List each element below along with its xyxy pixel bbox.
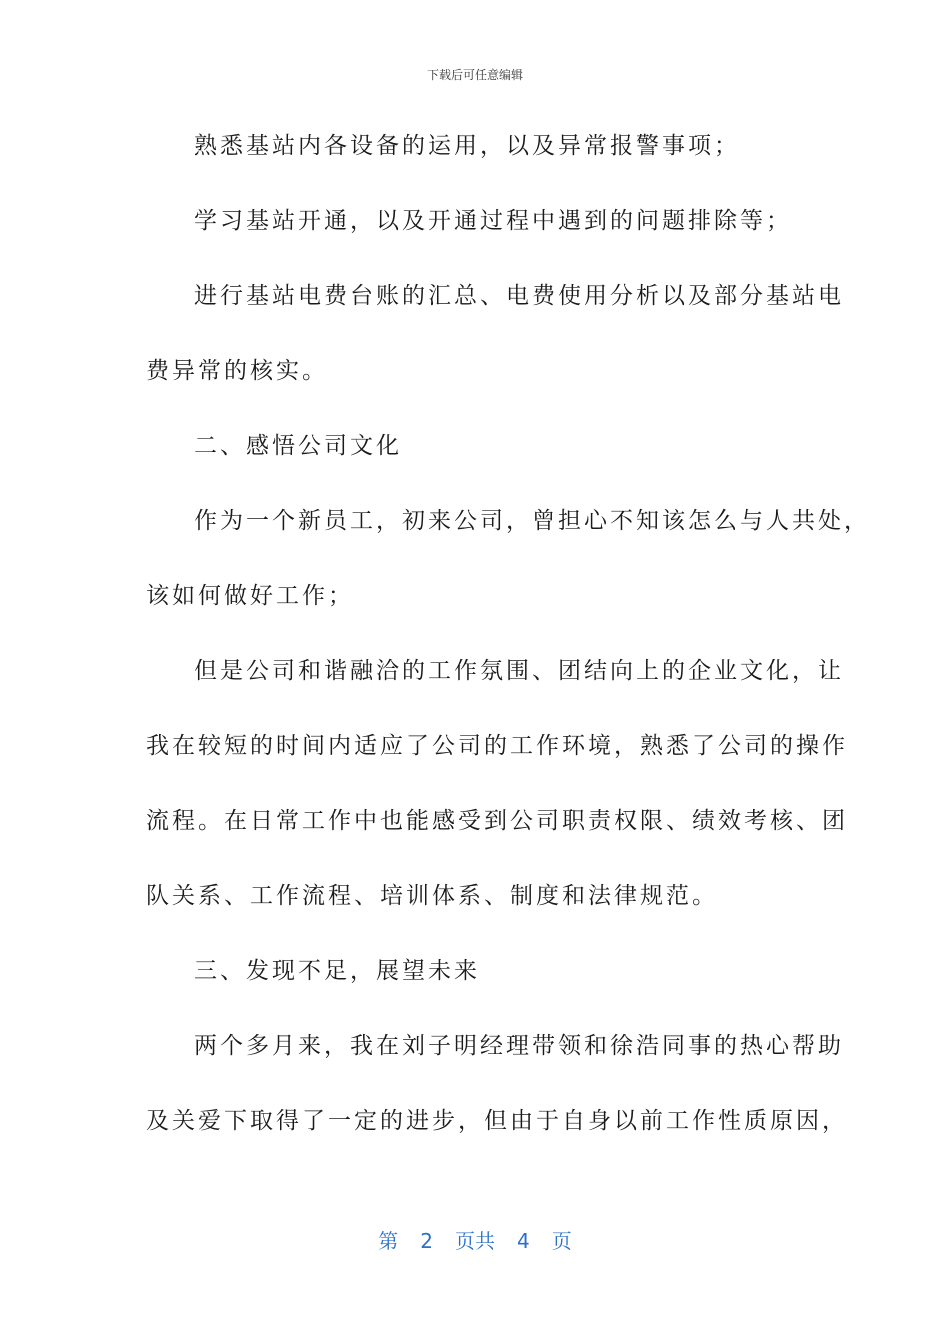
section-heading: 三、发现不足，展望未来 (194, 958, 480, 984)
footer-suffix: 页 (551, 1229, 572, 1253)
paragraph-line: 及关爱下取得了一定的进步，但由于自身以前工作性质原因， (146, 1108, 848, 1134)
footer-prefix: 第 (378, 1229, 399, 1253)
paragraph-line: 进行基站电费台账的汇总、电费使用分析以及部分基站电 (194, 283, 844, 309)
page-footer (0, 1225, 950, 1254)
paragraph-line: 我在较短的时间内适应了公司的工作环境，熟悉了公司的操作 (146, 733, 848, 759)
paragraph-line: 作为一个新员工，初来公司，曾担心不知该怎么与人共处， (194, 508, 870, 534)
paragraph-line: 流程。在日常工作中也能感受到公司职责权限、绩效考核、团 (146, 808, 848, 834)
paragraph-line: 但是公司和谐融洽的工作氛围、团结向上的企业文化，让 (194, 658, 844, 684)
paragraph-line: 两个多月来，我在刘子明经理带领和徐浩同事的热心帮助 (194, 1033, 844, 1059)
paragraph-line: 费异常的核实。 (146, 358, 328, 384)
total-page-number: 4 (517, 1229, 530, 1253)
paragraph-line: 队关系、工作流程、培训体系、制度和法律规范。 (146, 883, 718, 909)
paragraph-line: 熟悉基站内各设备的运用，以及异常报警事项； (194, 133, 740, 159)
paragraph-line: 该如何做好工作； (146, 583, 354, 609)
footer-middle: 页共 (455, 1229, 495, 1253)
page-header: 下载后可任意编辑 (426, 68, 523, 82)
paragraph-line: 学习基站开通，以及开通过程中遇到的问题排除等； (194, 208, 792, 234)
section-heading: 二、感悟公司文化 (194, 433, 402, 459)
current-page-number: 2 (420, 1229, 433, 1253)
